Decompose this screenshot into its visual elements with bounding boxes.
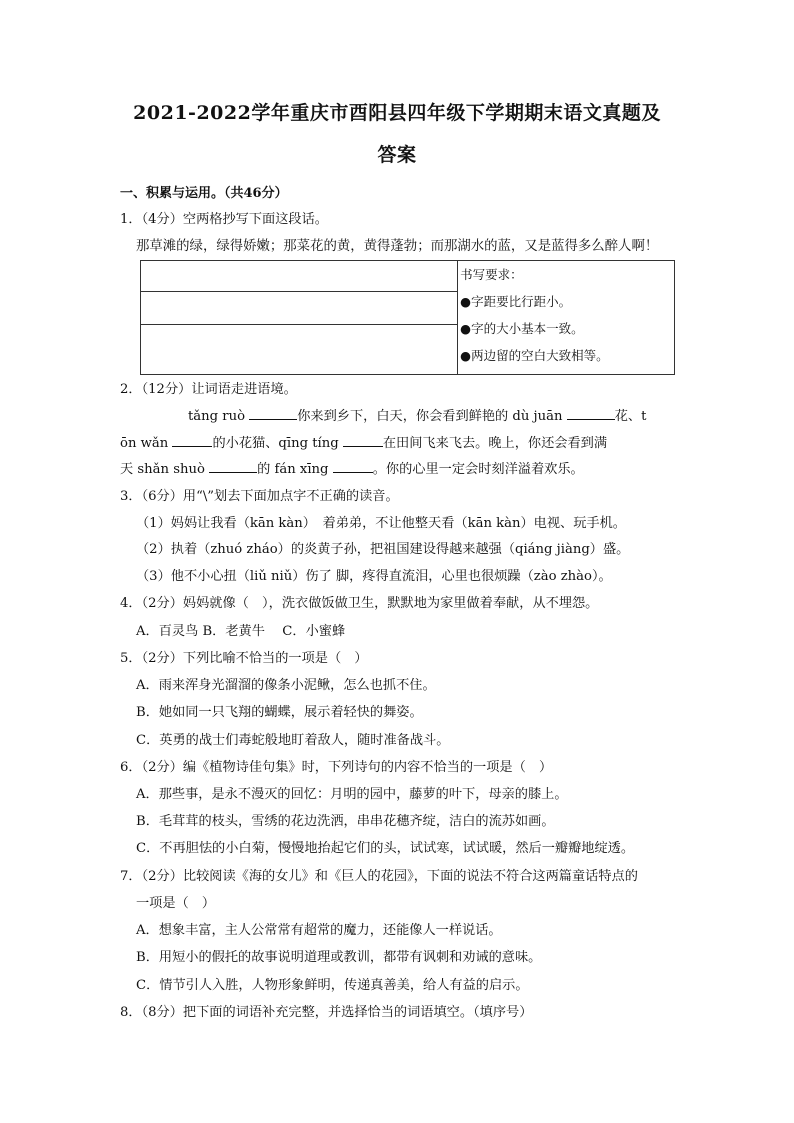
q5-option-b: B．她如同一只飞翔的蝴蝶，展示着轻快的舞姿。	[136, 705, 423, 720]
answer-blank[interactable]	[249, 406, 297, 420]
requirement-2: ●字的大小基本一致。	[460, 321, 584, 336]
q2-line-2-text: 的小花猫、qīng tíng	[212, 436, 339, 451]
q4-options: A．百灵鸟 B．老黄牛 C．小蜜蜂	[136, 624, 346, 639]
q2-line-1-end: 花、t	[614, 409, 647, 424]
writing-row-2[interactable]	[141, 292, 458, 324]
document-title-line-2: 答案	[377, 144, 417, 166]
q6-option-a: A．那些事，是永不漫灭的回忆：月明的园中，藤萝的叶下，母亲的膝上。	[136, 787, 568, 802]
q8-stem: 8．（8分）把下面的词语补充完整，并选择恰当的词语填空。（填序号）	[120, 1005, 533, 1020]
q6-option-b: B．毛茸茸的枝头，雪绣的花边洗洒，串串花穗齐绽，洁白的流苏如画。	[136, 814, 555, 829]
pinyin-tunwan: ōn wǎn	[120, 436, 169, 451]
writing-row-3[interactable]	[141, 324, 458, 374]
q2-line-3-text: 的 fán xīng	[257, 462, 329, 477]
answer-blank[interactable]	[343, 433, 383, 447]
q3-item-1: （1）妈妈让我看（kān kàn） 着弟弟，不让他整天看（kān kàn）电视、玩手机。	[136, 516, 626, 531]
writing-row-1[interactable]	[141, 261, 458, 292]
q5-option-a: A．雨来浑身光溜溜的像条小泥鳅，怎么也抓不住。	[136, 678, 436, 693]
section-heading: 一、积累与运用。（共46分）	[120, 186, 288, 201]
answer-blank[interactable]	[333, 459, 373, 473]
q2-line-3	[120, 458, 584, 477]
q2-line-2	[120, 432, 607, 451]
q7-option-c: C．情节引人入胜，人物形象鲜明，传递真善美，给人有益的启示。	[136, 978, 529, 993]
q2-line-3-end: 。你的心里一定会时刻洋溢着欢乐。	[372, 462, 584, 477]
q7-stem-line-1: 7．（2分）比较阅读《海的女儿》和《巨人的花园》，下面的说法不符合这两篇童话特点的	[120, 869, 638, 884]
q2-line-1-text: 你来到乡下，白天，你会看到鲜艳的 dù juān	[297, 409, 563, 424]
answer-blank[interactable]	[567, 406, 615, 420]
q6-option-c: C．不再胆怯的小白菊，慢慢地抬起它们的头，试试寒，试试暖，然后一瓣瓣地绽透。	[136, 841, 635, 856]
answer-blank[interactable]	[209, 459, 257, 473]
q2-line-1	[188, 405, 646, 424]
copy-writing-grid	[140, 260, 675, 375]
q2-line-2-end: 在田间飞来飞去。晚上，你还会看到满	[382, 436, 608, 451]
q2-stem: 2．（12分）让词语走进语境。	[120, 382, 297, 397]
q7-option-a: A．想象丰富，主人公常常有超常的魔力，还能像人一样说话。	[136, 923, 502, 938]
requirements-title: 书写要求：	[460, 267, 523, 282]
writing-requirements-box	[458, 261, 675, 375]
q3-item-3: （3）他不小心扭（liǔ niǔ）伤了 脚，疼得直流泪，心里也很烦躁（zào zhào）。	[136, 569, 612, 584]
requirement-1: ●字距要比行距小。	[460, 294, 572, 309]
q5-option-c: C．英勇的战士们毒蛇般地盯着敌人，随时准备战斗。	[136, 733, 450, 748]
q5-stem: 5．（2分）下列比喻不恰当的一项是（ ）	[120, 651, 368, 666]
q4-stem: 4．（2分）妈妈就像（ ），洗衣做饭做卫生，默默地为家里做着奉献，从不埋怨。	[120, 596, 599, 611]
document-title-line-1: 2021-2022学年重庆市酉阳县四年级下学期期末语文真题及	[133, 102, 661, 124]
pinyin-tangruo: tǎng ruò	[188, 409, 246, 424]
q1-stem: 1．（4分）空两格抄写下面这段话。	[120, 212, 328, 227]
q3-item-2: （2）执着（zhuó zháo）的炎黄子孙，把祖国建设得越来越强（qiáng jiàng）盛。	[136, 542, 630, 557]
requirement-3: ●两边留的空白大致相等。	[460, 348, 609, 363]
q7-stem-line-2: 一项是（ ）	[136, 896, 216, 911]
q6-stem: 6．（2分）编《植物诗佳句集》时，下列诗句的内容不恰当的一项是（ ）	[120, 760, 553, 775]
pinyin-shanshuo: 天 shǎn shuò	[120, 462, 205, 477]
q7-option-b: B．用短小的假托的故事说明道理或教训，都带有讽刺和劝诫的意味。	[136, 950, 542, 965]
answer-blank[interactable]	[172, 433, 212, 447]
q1-passage: 那草滩的绿，绿得娇嫩；那菜花的黄，黄得蓬勃；而那湖水的蓝，又是蓝得多么醉人啊！	[136, 239, 659, 254]
q3-stem: 3．（6分）用“\”划去下面加点字不正确的读音。	[120, 489, 399, 504]
